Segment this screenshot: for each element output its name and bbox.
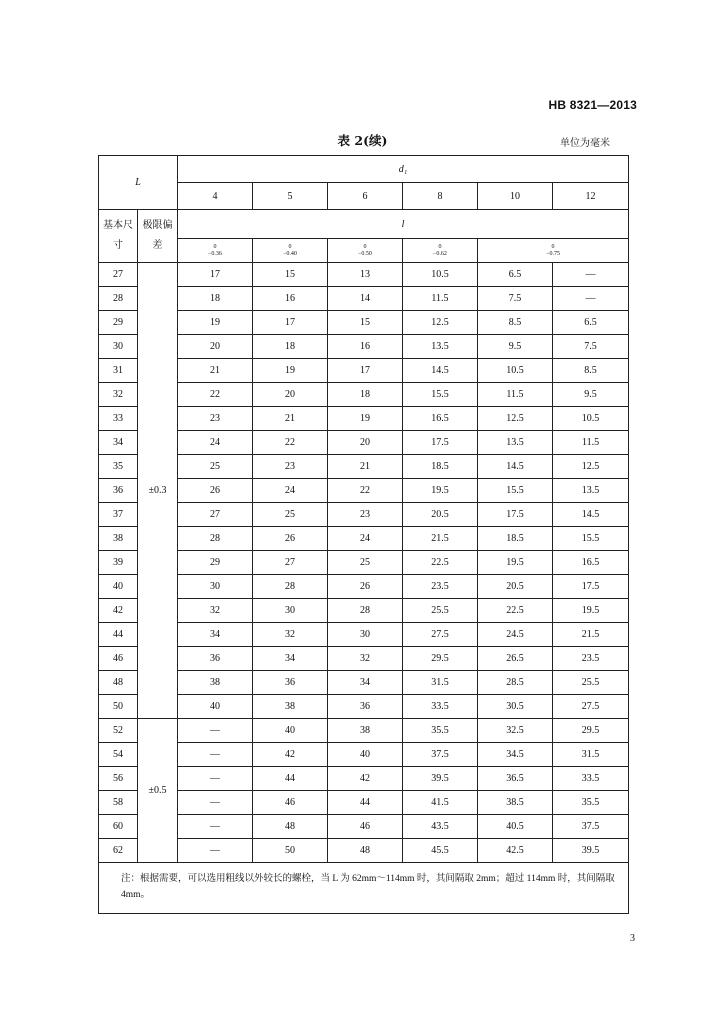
l-value-cell: 11.5 <box>478 383 553 407</box>
l-value-cell: 18 <box>328 383 403 407</box>
l-value-cell: — <box>178 815 253 839</box>
l-value-cell: 18 <box>253 335 328 359</box>
l-value-cell: — <box>178 791 253 815</box>
l-value-cell: 23.5 <box>403 575 478 599</box>
table-row <box>99 743 629 767</box>
l-value-cell: 48 <box>328 839 403 863</box>
l-value-cell: 20 <box>253 383 328 407</box>
l-value-cell: 24.5 <box>478 623 553 647</box>
l-value-cell: 9.5 <box>553 383 629 407</box>
l-value-cell: 31.5 <box>553 743 629 767</box>
l-value-cell: 17 <box>328 359 403 383</box>
l-value-cell: 15 <box>328 311 403 335</box>
l-value-cell: 32 <box>253 623 328 647</box>
l-value-cell: 37.5 <box>553 815 629 839</box>
table-row <box>99 695 629 719</box>
l-header: l <box>178 210 629 239</box>
l-value-cell: 12.5 <box>553 455 629 479</box>
l-value-cell: 22 <box>178 383 253 407</box>
l-value-cell: 8.5 <box>553 359 629 383</box>
tolerance-cell: 0 −0.40 <box>253 239 328 263</box>
table-row <box>99 647 629 671</box>
table-caption: 表 2(续) <box>337 133 388 148</box>
l-value-cell: 16 <box>328 335 403 359</box>
l-value-cell: 11.5 <box>553 431 629 455</box>
l-value-cell: 24 <box>178 431 253 455</box>
l-value-cell: 32.5 <box>478 719 553 743</box>
table-row <box>99 407 629 431</box>
l-value-cell: 37.5 <box>403 743 478 767</box>
l-value-cell: — <box>178 767 253 791</box>
l-value-cell: 7.5 <box>553 335 629 359</box>
l-value-cell: 19.5 <box>403 479 478 503</box>
l-value-cell: 38 <box>328 719 403 743</box>
limit-deviation-header: 极限偏差 <box>138 210 178 263</box>
l-value-cell: 15.5 <box>553 527 629 551</box>
l-value-cell: 9.5 <box>478 335 553 359</box>
l-value-cell: 43.5 <box>403 815 478 839</box>
d1-value: 6 <box>328 183 403 210</box>
l-value-cell: 17.5 <box>403 431 478 455</box>
L-header: L <box>99 156 178 210</box>
d1-value: 4 <box>178 183 253 210</box>
l-value-cell: 14.5 <box>403 359 478 383</box>
l-value-cell: 21 <box>328 455 403 479</box>
basic-size-header: 基本尺寸 <box>99 210 138 263</box>
l-value-cell: 38 <box>253 695 328 719</box>
l-value-cell: 26 <box>253 527 328 551</box>
l-value-cell: 14.5 <box>478 455 553 479</box>
l-value-cell: 25 <box>328 551 403 575</box>
basic-size-cell: 33 <box>99 407 138 431</box>
l-value-cell: 40 <box>328 743 403 767</box>
l-value-cell: 10.5 <box>553 407 629 431</box>
l-value-cell: — <box>553 263 629 287</box>
l-value-cell: 23 <box>253 455 328 479</box>
l-value-cell: 21.5 <box>403 527 478 551</box>
l-value-cell: 28 <box>178 527 253 551</box>
basic-size-cell: 62 <box>99 839 138 863</box>
l-value-cell: 36 <box>328 695 403 719</box>
tolerance-cell: 0 −0.36 <box>178 239 253 263</box>
l-value-cell: 33.5 <box>553 767 629 791</box>
l-value-cell: 40 <box>178 695 253 719</box>
basic-size-cell: 35 <box>99 455 138 479</box>
table-row <box>99 839 629 863</box>
l-value-cell: 27 <box>178 503 253 527</box>
basic-size-cell: 37 <box>99 503 138 527</box>
basic-size-cell: 32 <box>99 383 138 407</box>
l-value-cell: 21 <box>178 359 253 383</box>
l-value-cell: 17 <box>178 263 253 287</box>
l-value-cell: 29 <box>178 551 253 575</box>
l-value-cell: 19 <box>253 359 328 383</box>
basic-size-cell: 29 <box>99 311 138 335</box>
l-value-cell: 28.5 <box>478 671 553 695</box>
l-value-cell: 32 <box>178 599 253 623</box>
table-row <box>99 455 629 479</box>
l-value-cell: 22 <box>328 479 403 503</box>
l-value-cell: 34 <box>178 623 253 647</box>
basic-size-cell: 27 <box>99 263 138 287</box>
l-value-cell: 17 <box>253 311 328 335</box>
l-value-cell: 16 <box>253 287 328 311</box>
l-value-cell: 27.5 <box>553 695 629 719</box>
basic-size-cell: 44 <box>99 623 138 647</box>
l-value-cell: 36.5 <box>478 767 553 791</box>
l-value-cell: 19 <box>328 407 403 431</box>
table-row <box>99 767 629 791</box>
l-value-cell: 34 <box>328 671 403 695</box>
d1-value: 8 <box>403 183 478 210</box>
table-row <box>99 791 629 815</box>
l-value-cell: 28 <box>328 599 403 623</box>
l-value-cell: 36 <box>253 671 328 695</box>
l-value-cell: 17.5 <box>553 575 629 599</box>
l-value-cell: 22.5 <box>403 551 478 575</box>
table-row <box>99 263 629 287</box>
l-value-cell: 18 <box>178 287 253 311</box>
table-row <box>99 311 629 335</box>
d1-value: 10 <box>478 183 553 210</box>
l-value-cell: 15 <box>253 263 328 287</box>
l-value-cell: 20.5 <box>403 503 478 527</box>
l-value-cell: 25 <box>178 455 253 479</box>
l-value-cell: 10.5 <box>478 359 553 383</box>
l-value-cell: 22.5 <box>478 599 553 623</box>
page-number: 3 <box>630 933 635 944</box>
dimension-table <box>98 155 629 914</box>
l-value-cell: 45.5 <box>403 839 478 863</box>
table-row <box>99 383 629 407</box>
basic-size-cell: 36 <box>99 479 138 503</box>
basic-size-cell: 40 <box>99 575 138 599</box>
l-value-cell: 28 <box>253 575 328 599</box>
l-value-cell: 20 <box>178 335 253 359</box>
basic-size-cell: 48 <box>99 671 138 695</box>
l-value-cell: 19 <box>178 311 253 335</box>
l-value-cell: 7.5 <box>478 287 553 311</box>
l-value-cell: 40.5 <box>478 815 553 839</box>
l-value-cell: 38 <box>178 671 253 695</box>
l-value-cell: 31.5 <box>403 671 478 695</box>
l-value-cell: 46 <box>328 815 403 839</box>
l-value-cell: 39.5 <box>403 767 478 791</box>
basic-size-cell: 39 <box>99 551 138 575</box>
l-value-cell: 29.5 <box>553 719 629 743</box>
l-value-cell: 20 <box>328 431 403 455</box>
basic-size-cell: 46 <box>99 647 138 671</box>
l-value-cell: 16.5 <box>553 551 629 575</box>
l-value-cell: 25.5 <box>553 671 629 695</box>
l-value-cell: 25.5 <box>403 599 478 623</box>
l-value-cell: 36 <box>178 647 253 671</box>
l-value-cell: 35.5 <box>403 719 478 743</box>
l-value-cell: 30 <box>328 623 403 647</box>
basic-size-cell: 30 <box>99 335 138 359</box>
basic-size-cell: 31 <box>99 359 138 383</box>
table-row <box>99 671 629 695</box>
l-value-cell: 35.5 <box>553 791 629 815</box>
l-value-cell: 14.5 <box>553 503 629 527</box>
l-value-cell: 16.5 <box>403 407 478 431</box>
basic-size-cell: 60 <box>99 815 138 839</box>
d1-value: 12 <box>553 183 629 210</box>
l-value-cell: 10.5 <box>403 263 478 287</box>
table-row <box>99 287 629 311</box>
l-value-cell: 15.5 <box>478 479 553 503</box>
l-value-cell: 6.5 <box>478 263 553 287</box>
l-value-cell: 6.5 <box>553 311 629 335</box>
l-value-cell: 41.5 <box>403 791 478 815</box>
l-value-cell: 42 <box>328 767 403 791</box>
note-row <box>99 863 629 914</box>
l-value-cell: 27 <box>253 551 328 575</box>
l-value-cell: 29.5 <box>403 647 478 671</box>
tolerance-cell: 0 −0.75 <box>478 239 629 263</box>
l-value-cell: 38.5 <box>478 791 553 815</box>
l-value-cell: 19.5 <box>553 599 629 623</box>
l-value-cell: 12.5 <box>478 407 553 431</box>
l-value-cell: 34 <box>253 647 328 671</box>
basic-size-cell: 38 <box>99 527 138 551</box>
table-row <box>99 479 629 503</box>
table-row <box>99 551 629 575</box>
l-value-cell: 17.5 <box>478 503 553 527</box>
l-value-cell: — <box>178 719 253 743</box>
l-value-cell: 15.5 <box>403 383 478 407</box>
limit-deviation-cell: ±0.5 <box>138 719 178 863</box>
table-row <box>99 575 629 599</box>
l-value-cell: 30.5 <box>478 695 553 719</box>
basic-size-cell: 50 <box>99 695 138 719</box>
l-value-cell: 40 <box>253 719 328 743</box>
basic-size-cell: 56 <box>99 767 138 791</box>
l-value-cell: 48 <box>253 815 328 839</box>
l-value-cell: 26.5 <box>478 647 553 671</box>
table-note: 注：根据需要，可以选用粗线以外较长的螺栓，当 L 为 62mm～114mm 时，其间隔取 2mm；超过 114mm 时，其间隔取 4mm。 <box>99 863 629 914</box>
l-value-cell: 32 <box>328 647 403 671</box>
l-value-cell: — <box>178 839 253 863</box>
l-value-cell: 13.5 <box>403 335 478 359</box>
d1-value: 5 <box>253 183 328 210</box>
table-row <box>99 815 629 839</box>
l-value-cell: 44 <box>253 767 328 791</box>
l-value-cell: 30 <box>178 575 253 599</box>
table-row <box>99 527 629 551</box>
l-value-cell: 25 <box>253 503 328 527</box>
l-value-cell: 23 <box>178 407 253 431</box>
d1-header: d₁ <box>178 156 629 183</box>
l-value-cell: 46 <box>253 791 328 815</box>
l-value-cell: 23.5 <box>553 647 629 671</box>
l-value-cell: 23 <box>328 503 403 527</box>
l-value-cell: 42.5 <box>478 839 553 863</box>
l-value-cell: 21.5 <box>553 623 629 647</box>
l-value-cell: 21 <box>253 407 328 431</box>
table-row <box>99 623 629 647</box>
l-value-cell: 18.5 <box>403 455 478 479</box>
l-value-cell: 27.5 <box>403 623 478 647</box>
unit-note: 单位为毫米 <box>560 138 610 149</box>
table-row <box>99 719 629 743</box>
l-value-cell: 26 <box>328 575 403 599</box>
limit-deviation-cell: ±0.3 <box>138 263 178 719</box>
basic-size-cell: 54 <box>99 743 138 767</box>
l-value-cell: 14 <box>328 287 403 311</box>
table-row <box>99 503 629 527</box>
basic-size-cell: 28 <box>99 287 138 311</box>
table-row <box>99 599 629 623</box>
tolerance-cell: 0 −0.62 <box>403 239 478 263</box>
basic-size-cell: 42 <box>99 599 138 623</box>
basic-size-cell: 58 <box>99 791 138 815</box>
table-row <box>99 431 629 455</box>
l-value-cell: 24 <box>253 479 328 503</box>
l-value-cell: 18.5 <box>478 527 553 551</box>
l-value-cell: 13.5 <box>553 479 629 503</box>
l-value-cell: — <box>553 287 629 311</box>
l-value-cell: 42 <box>253 743 328 767</box>
l-value-cell: 20.5 <box>478 575 553 599</box>
basic-size-cell: 34 <box>99 431 138 455</box>
standard-number: HB 8321—2013 <box>548 98 637 112</box>
l-value-cell: 24 <box>328 527 403 551</box>
l-value-cell: — <box>178 743 253 767</box>
l-value-cell: 12.5 <box>403 311 478 335</box>
l-value-cell: 19.5 <box>478 551 553 575</box>
l-value-cell: 39.5 <box>553 839 629 863</box>
l-value-cell: 30 <box>253 599 328 623</box>
l-value-cell: 44 <box>328 791 403 815</box>
basic-size-cell: 52 <box>99 719 138 743</box>
table-row <box>99 359 629 383</box>
l-value-cell: 13 <box>328 263 403 287</box>
l-value-cell: 33.5 <box>403 695 478 719</box>
l-value-cell: 22 <box>253 431 328 455</box>
l-value-cell: 13.5 <box>478 431 553 455</box>
l-value-cell: 11.5 <box>403 287 478 311</box>
table-row <box>99 335 629 359</box>
tolerance-cell: 0 −0.50 <box>328 239 403 263</box>
l-value-cell: 26 <box>178 479 253 503</box>
l-value-cell: 8.5 <box>478 311 553 335</box>
l-value-cell: 34.5 <box>478 743 553 767</box>
l-value-cell: 50 <box>253 839 328 863</box>
